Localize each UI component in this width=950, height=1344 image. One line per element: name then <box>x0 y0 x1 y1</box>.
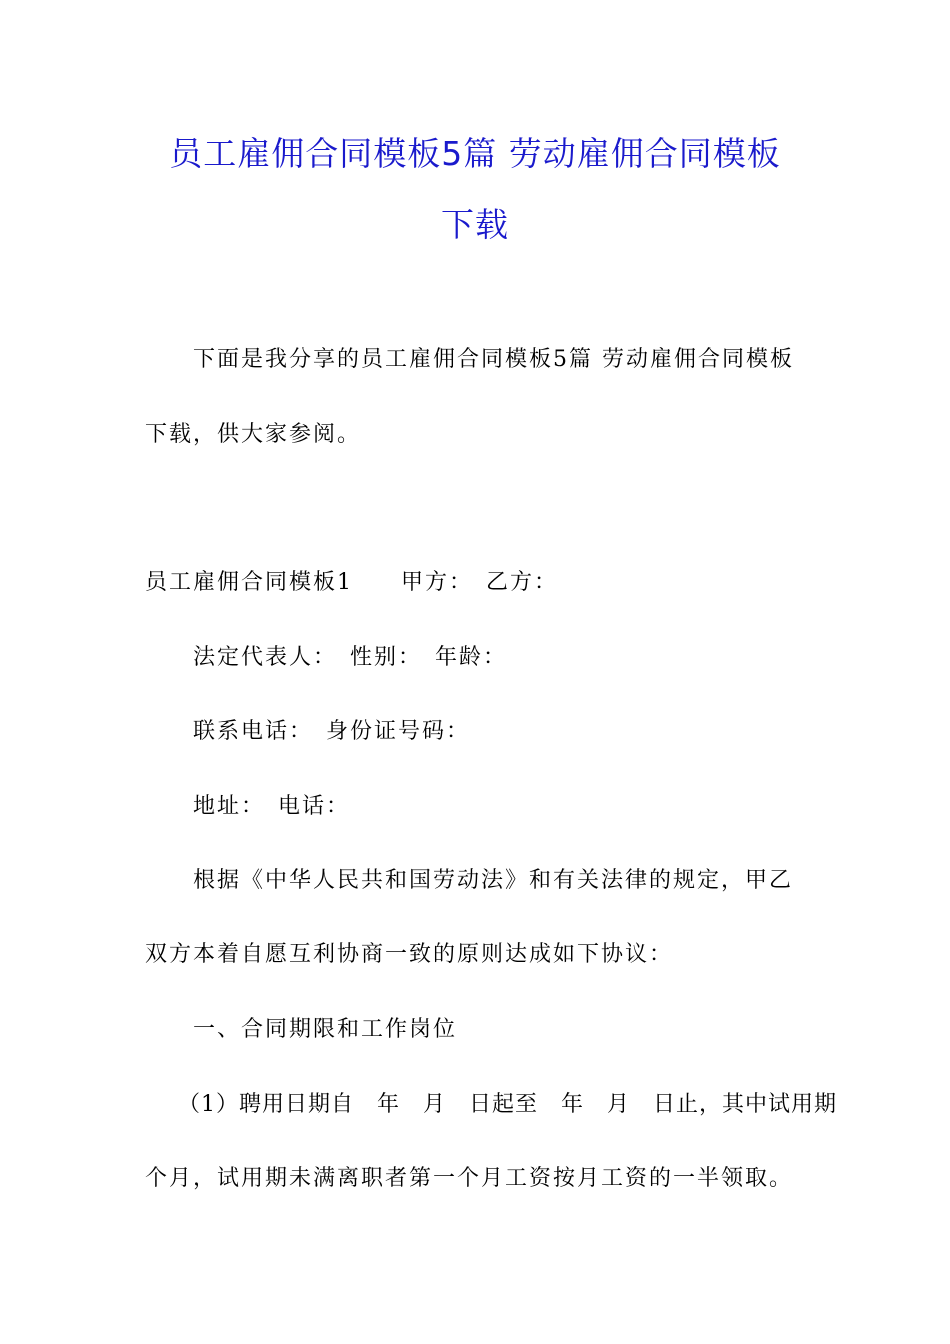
section-heading: 员工雇佣合同模板1 甲方： 乙方： <box>145 570 558 595</box>
document-title-line-2: 下载 <box>441 205 509 244</box>
field-legal-representative: 法定代表人： 性别： 年龄： <box>193 645 508 670</box>
clause-1-item-1-line-2: 个月，试用期未满离职者第一个月工资按月工资的一半领取。 <box>145 1166 794 1191</box>
document-title-line-1: 员工雇佣合同模板5篇 劳动雇佣合同模板 <box>169 134 781 173</box>
intro-paragraph-line-2: 下载，供大家参阅。 <box>145 422 362 447</box>
field-contact-phone: 联系电话： 身份证号码： <box>193 719 471 744</box>
basis-paragraph-line-2: 双方本着自愿互利协商一致的原则达成如下协议： <box>145 942 674 967</box>
clause-1-item-1-line-1: （1）聘用日期自 年 月 日起至 年 月 日止，其中试用期 <box>178 1092 837 1117</box>
basis-paragraph-line-1: 根据《中华人民共和国劳动法》和有关法律的规定，甲乙 <box>193 868 794 893</box>
clause-1-heading: 一、合同期限和工作岗位 <box>193 1017 458 1042</box>
intro-paragraph-line-1: 下面是我分享的员工雇佣合同模板5篇 劳动雇佣合同模板 <box>193 347 794 372</box>
field-address: 地址： 电话： <box>193 794 351 819</box>
